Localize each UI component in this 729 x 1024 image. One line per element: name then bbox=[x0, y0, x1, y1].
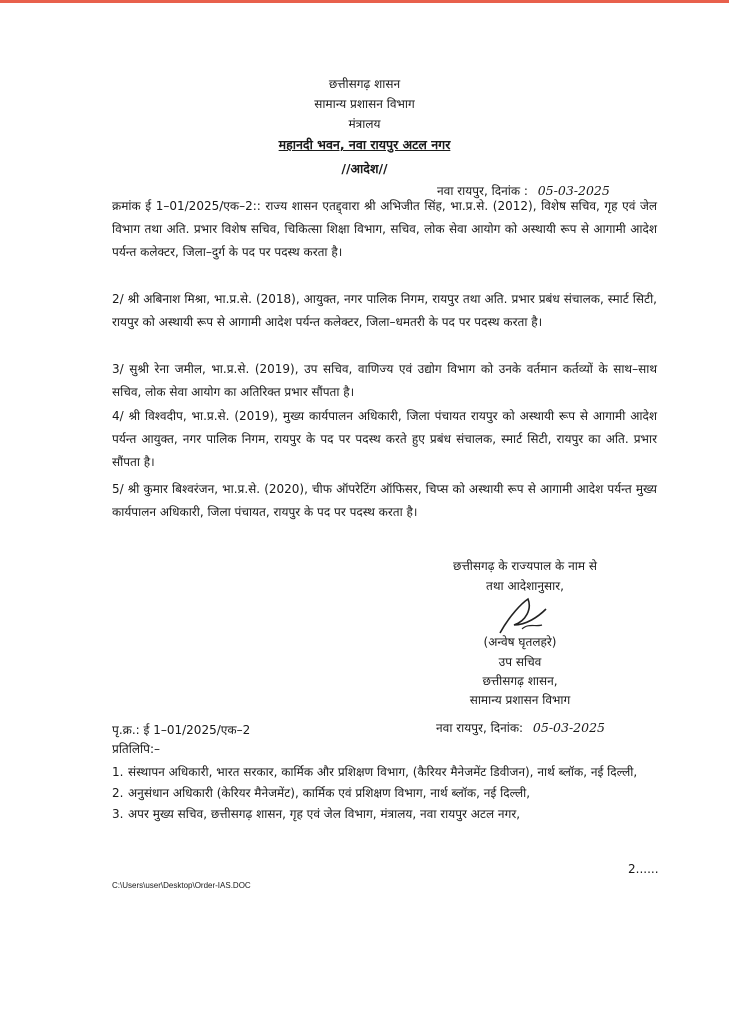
order-title: //आदेश// bbox=[341, 161, 388, 176]
copy-to-label: प्रतिलिपि:– bbox=[112, 742, 160, 756]
endorsement-date: 05-03-2025 bbox=[532, 720, 605, 735]
signatory-designation: उप सचिव bbox=[498, 655, 542, 669]
signature-authority-line1: छत्तीसगढ़ के राज्यपाल के नाम से bbox=[453, 559, 597, 573]
paragraph-5: 5/ श्री कुमार बिश्वरंजन, भा.प्र.से. (2020), चीफ ऑपरेटिंग ऑफिसर, चिप्स को अस्थायी रूप से आगामी आदेश पर्यन्त मुख्य कार्यपालन अधिकारी, जिला पंचायत, रायपुर के पद पर पदस्थ करता है। bbox=[112, 482, 657, 519]
paragraph-4: 4/ श्री विश्वदीप, भा.प्र.से. (2019), मुख्य कार्यपालन अधिकारी, जिला पंचायत रायपुर को अस्थायी रूप से आगामी आदेश पर्यन्त आयुक्त, नगर पालिक निगम, रायपुर के पद पर पदस्थ करते हुए प्रबंध संचालक, स्मार्ट सिटी, रायपुर का अति. प्रभार सौंपता है। bbox=[112, 409, 657, 469]
copy-item-2 bbox=[112, 783, 660, 804]
copy-number: 1. bbox=[112, 765, 124, 779]
paragraph-3: 3/ सुश्री रेना जमील, भा.प्र.से. (2019), उप सचिव, वाणिज्य एवं उद्योग विभाग को उनके वर्तमान कर्तव्यों के साथ–साथ सचिव, लोक सेवा आयोग का अतिरिक्त प्रभार सौंपता है। bbox=[112, 362, 657, 399]
page-continue-marker: 2...... bbox=[628, 862, 659, 876]
endorsement-place-date bbox=[436, 719, 605, 736]
header-department: सामान्य प्रशासन विभाग bbox=[314, 97, 415, 111]
copy-list bbox=[112, 762, 660, 825]
endorsement-ref: पृ.क्र.: ई 1–01/2025/एक–2 bbox=[112, 723, 251, 737]
signatory-govt: छत्तीसगढ़ शासन, bbox=[482, 674, 558, 688]
signatory-department: सामान्य प्रशासन विभाग bbox=[469, 693, 571, 707]
copy-item-1 bbox=[112, 762, 660, 783]
paragraph-1: क्रमांक ई 1–01/2025/एक–2:: राज्य शासन एतद्द्वारा श्री अभिजीत सिंह, भा.प्र.से. (2012), विशेष सचिव, गृह एवं जेल विभाग तथा अति. प्रभार विशेष सचिव, चिकित्सा शिक्षा विभाग, सचिव, लोक सेवा आयोग को अस्थायी रूप से आगामी आदेश पर्यन्त कलेक्टर, जिला–दुर्ग के पद पर पदस्थ करता है। bbox=[112, 199, 657, 259]
copy-text: अनुसंधान अधिकारी (केरियर मैनेजमेंट), कार्मिक एवं प्रशिक्षण विभाग, नार्थ ब्लॉक, नई दिल्ली, bbox=[128, 786, 531, 800]
signatory-name: (अन्वेष घृतलहरे) bbox=[483, 635, 557, 649]
copy-text: संस्थापन अधिकारी, भारत सरकार, कार्मिक और प्रशिक्षण विभाग, (कैरियर मैनेजमेंट डिवीजन), नार्थ ब्लॉक, नई दिल्ली, bbox=[128, 765, 638, 779]
copy-text: अपर मुख्य सचिव, छत्तीसगढ़ शासन, गृह एवं जेल विभाग, मंत्रालय, नवा रायपुर अटल नगर, bbox=[128, 807, 521, 821]
file-path: C:\Users\user\Desktop\Order-IAS.DOC bbox=[112, 881, 251, 890]
paragraph-2: 2/ श्री अबिनाश मिश्रा, भा.प्र.से. (2018), आयुक्त, नगर पालिक निगम, रायपुर तथा अति. प्रभार प्रबंध संचालक, स्मार्ट सिटी, रायपुर को अस्थायी रूप से आगामी आदेश पर्यन्त कलेक्टर, जिला–धमतरी के पद पर पदस्थ करता है। bbox=[112, 292, 657, 329]
top-border-line bbox=[0, 0, 729, 3]
header-address: महानदी भवन, नवा रायपुर अटल नगर bbox=[278, 137, 451, 152]
copy-number: 3. bbox=[112, 807, 124, 821]
header-govt: छत्तीसगढ़ शासन bbox=[328, 77, 401, 91]
order-date: 05-03-2025 bbox=[537, 183, 610, 198]
signature-authority-line2: तथा आदेशानुसार, bbox=[486, 579, 564, 593]
copy-number: 2. bbox=[112, 786, 124, 800]
header-ministry: मंत्रालय bbox=[348, 117, 381, 131]
endorsement-place-label: नवा रायपुर, दिनांक: bbox=[436, 721, 524, 735]
copy-item-3 bbox=[112, 804, 660, 825]
order-place-label: नवा रायपुर, दिनांक : bbox=[437, 184, 528, 198]
